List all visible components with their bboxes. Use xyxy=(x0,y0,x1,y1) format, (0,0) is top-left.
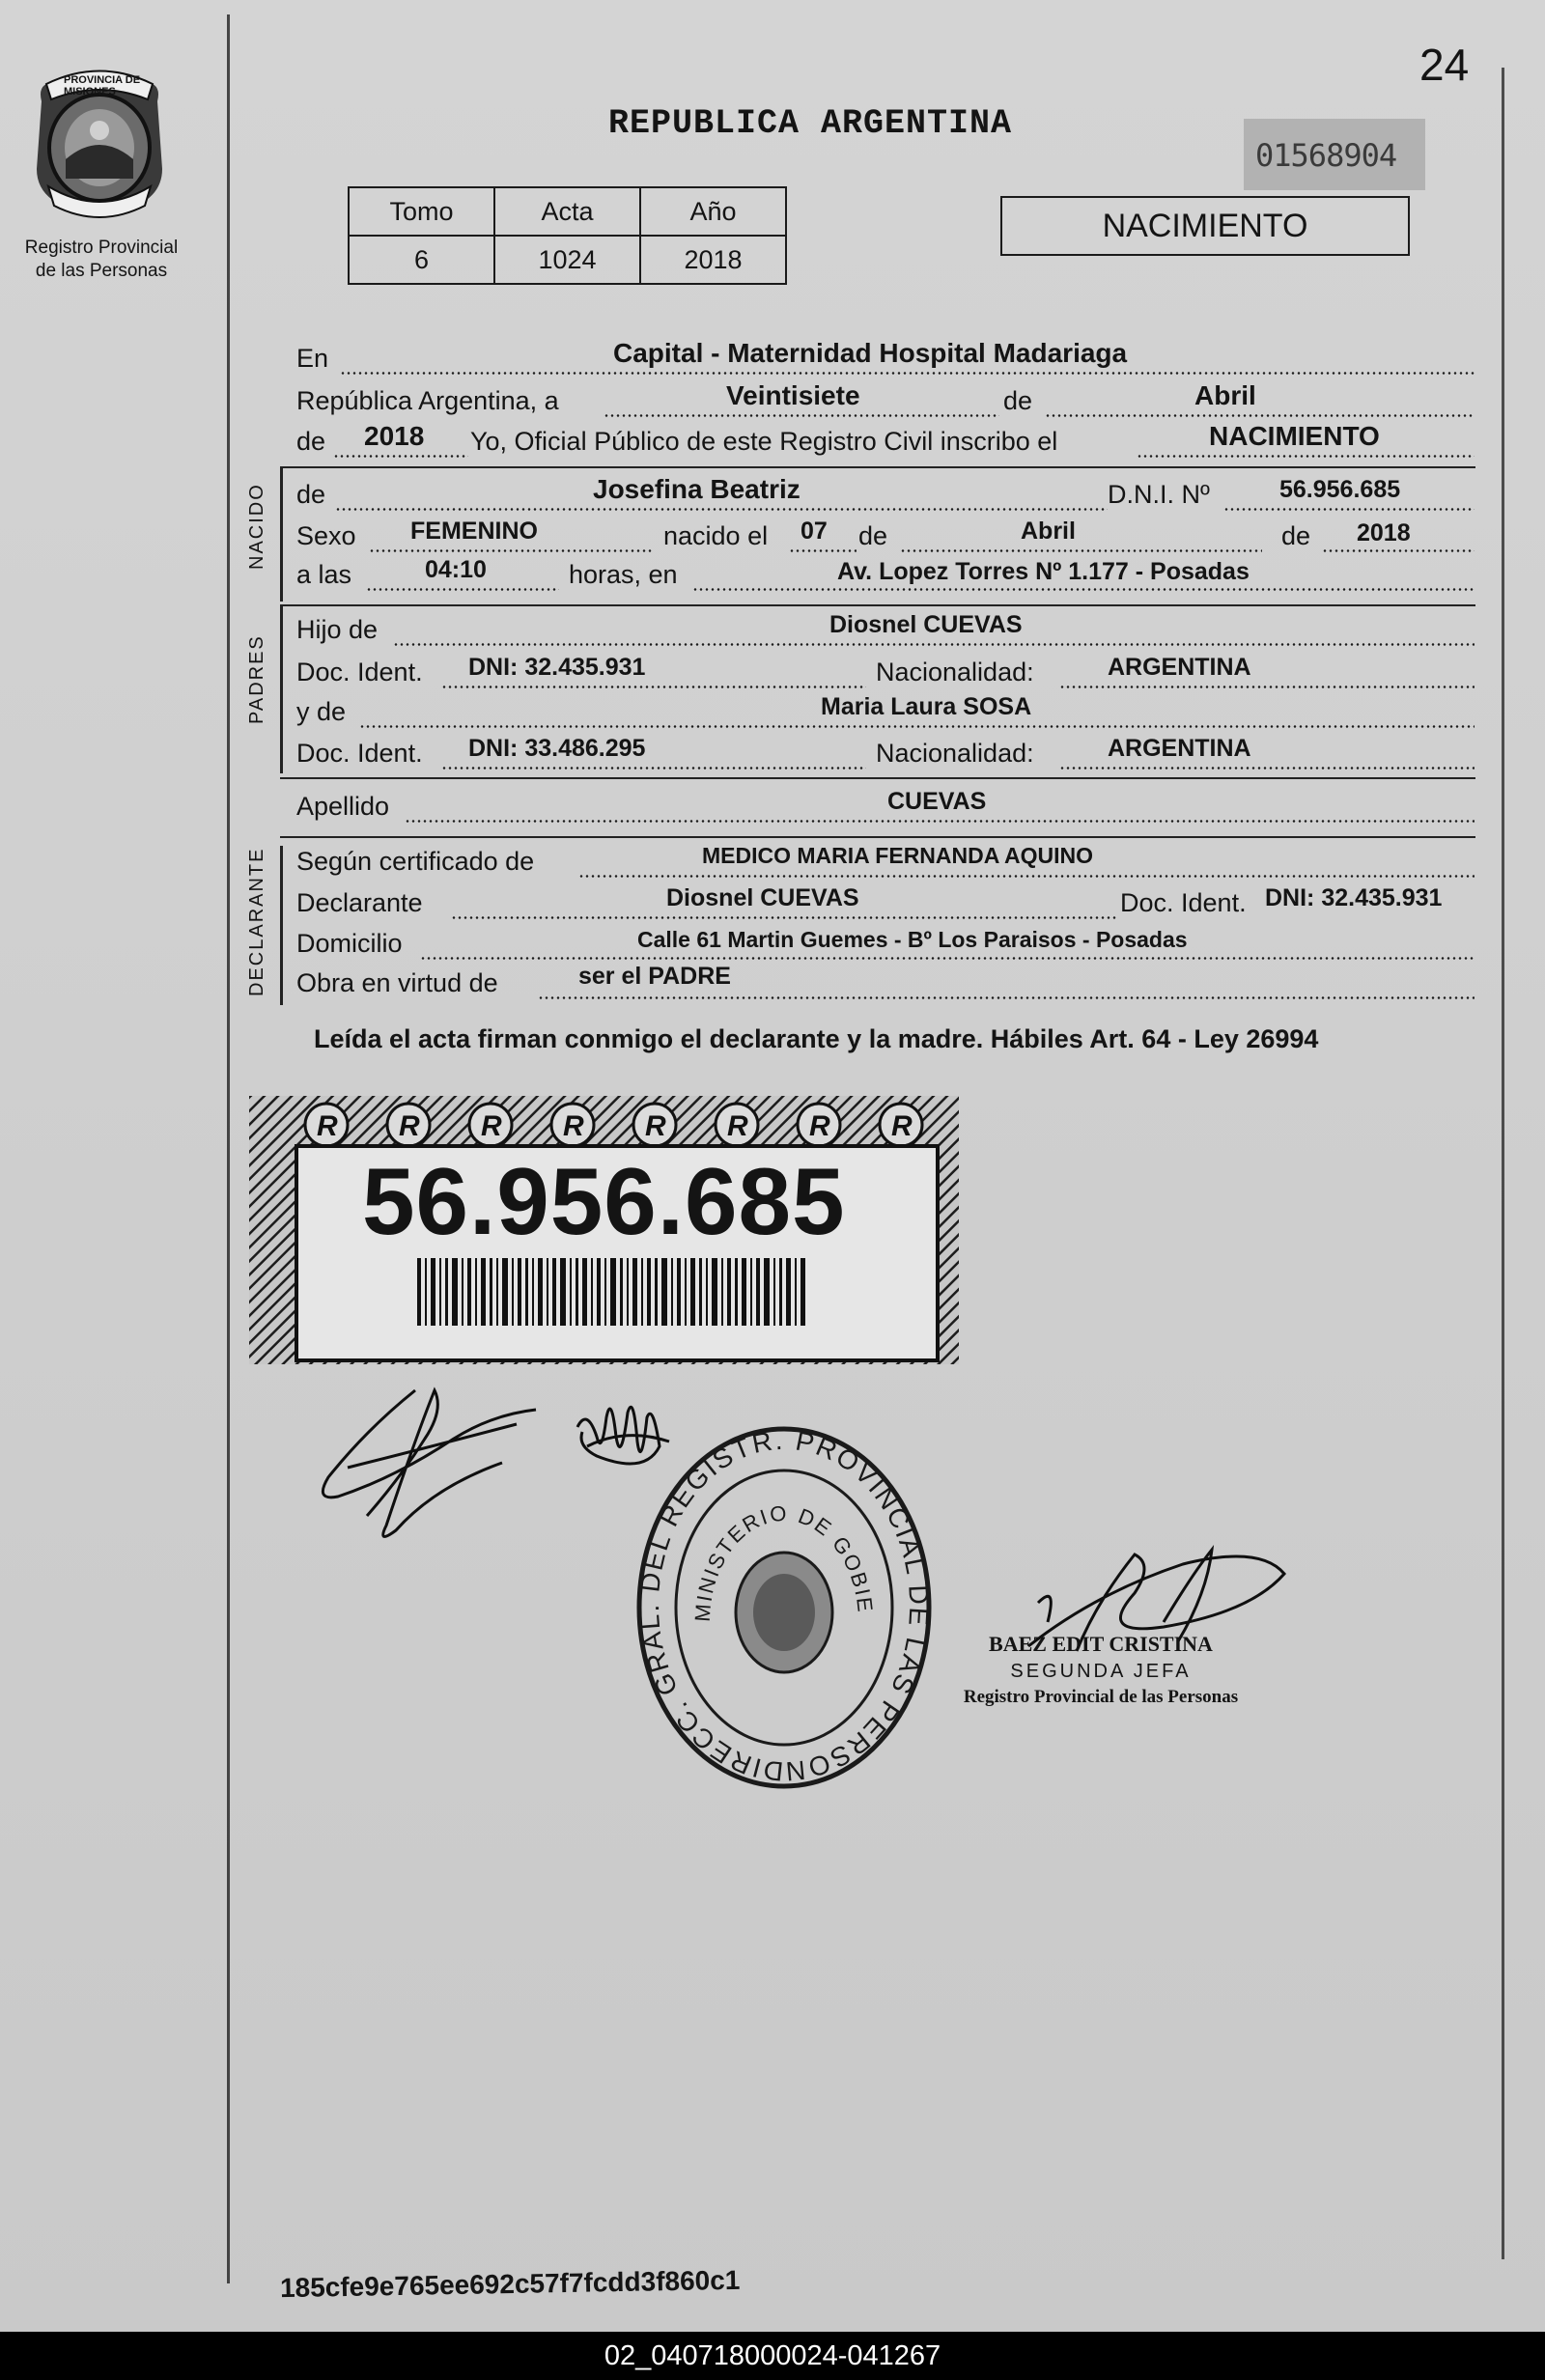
event-value: NACIMIENTO xyxy=(1209,421,1380,451)
de-label: de xyxy=(296,480,326,509)
day-words-value: Veintisiete xyxy=(726,380,860,410)
logo-text: PROVINCIA DE MISIONES xyxy=(64,74,141,98)
table-value-cell: 1024 xyxy=(494,236,640,284)
section-divider xyxy=(280,836,1475,838)
padres-section-label: PADRES xyxy=(246,634,267,724)
dotted-line xyxy=(604,414,999,417)
table-value-row xyxy=(349,236,786,284)
dotted-line xyxy=(451,916,1117,919)
nacionalidad-label: Nacionalidad: xyxy=(876,658,1034,686)
padres-row-2 xyxy=(296,654,1475,690)
dotted-line xyxy=(1045,414,1475,417)
year-value: 2018 xyxy=(364,421,425,451)
closing-statement: Leída el acta firman conmigo el declarante y la madre. Hábiles Art. 64 - Ley 26994 xyxy=(314,1024,1319,1053)
left-margin-line xyxy=(227,14,230,2283)
intro-row-3 xyxy=(296,421,1475,460)
certificado-value: MEDICO MARIA FERNANDA AQUINO xyxy=(702,843,1094,868)
svg-text:R: R xyxy=(317,1110,338,1142)
dotted-line xyxy=(1322,549,1475,552)
doc-ident-label: Doc. Ident. xyxy=(296,739,423,768)
tomo-acta-anio-table xyxy=(348,186,787,285)
place-value: Capital - Maternidad Hospital Madariaga xyxy=(613,338,1128,368)
dotted-line xyxy=(1223,508,1475,511)
document-type-box: NACIMIENTO xyxy=(1000,196,1410,256)
padres-row-1 xyxy=(296,611,1475,648)
de-year-label: de xyxy=(296,427,326,456)
page-number: 24 xyxy=(1419,40,1470,90)
nacido-section-bar xyxy=(280,466,283,602)
section-divider xyxy=(280,604,1475,606)
footer-id-bar: 02_040718000024-041267 xyxy=(0,2332,1545,2380)
dotted-line xyxy=(900,549,1262,552)
apellido-row xyxy=(296,788,1475,825)
declarante-label: Declarante xyxy=(296,888,423,917)
declarante-row-2 xyxy=(296,884,1475,921)
sexo-label: Sexo xyxy=(296,521,356,550)
logo-caption-line-1: Registro Provincial xyxy=(24,238,179,258)
dotted-line xyxy=(441,767,866,770)
mother-name-value: Maria Laura SOSA xyxy=(821,693,1032,720)
intro-row-2 xyxy=(296,380,1475,419)
document-hash: 185cfe9e765ee692c57f7fcdd3f860c1 xyxy=(279,2264,741,2304)
doc-ident-label: Doc. Ident. xyxy=(296,658,423,686)
dni-label: D.N.I. Nº xyxy=(1108,480,1210,509)
declarant-signature xyxy=(309,1371,550,1554)
nacido-section-label: NACIDO xyxy=(246,483,267,570)
declarante-value: Diosnel CUEVAS xyxy=(666,884,859,911)
barcode xyxy=(417,1258,808,1326)
right-margin-line xyxy=(1502,68,1504,2259)
declarante-row-3 xyxy=(296,929,1475,962)
mother-doc-value: DNI: 33.486.295 xyxy=(468,735,646,762)
official-role: SEGUNDA JEFA xyxy=(1010,1661,1192,1682)
father-name-value: Diosnel CUEVAS xyxy=(829,611,1023,638)
birth-year-value: 2018 xyxy=(1357,519,1411,546)
nacido-row-3 xyxy=(296,556,1475,593)
declarante-section-label: DECLARANTE xyxy=(246,847,267,996)
dotted-line xyxy=(1059,686,1475,688)
sexo-value: FEMENINO xyxy=(410,518,538,545)
svg-text:R: R xyxy=(645,1110,666,1142)
de-label: de xyxy=(1281,521,1311,550)
dotted-line xyxy=(369,549,654,552)
dotted-line xyxy=(1137,455,1475,458)
child-dni-value: 56.956.685 xyxy=(1279,476,1401,503)
obra-value: ser el PADRE xyxy=(578,963,731,990)
dotted-line xyxy=(405,820,1475,823)
nacionalidad-label: Nacionalidad: xyxy=(876,739,1034,768)
de-label: de xyxy=(1003,386,1033,415)
declarante-doc-value: DNI: 32.435.931 xyxy=(1265,884,1443,911)
document-title: REPUBLICA ARGENTINA xyxy=(608,104,1013,143)
misiones-coat-of-arms-logo xyxy=(27,63,172,227)
section-divider xyxy=(280,466,1475,468)
domicilio-label: Domicilio xyxy=(296,929,403,958)
declarante-row-4 xyxy=(296,963,1475,1001)
dotted-line xyxy=(333,455,468,458)
dotted-line xyxy=(692,588,1475,591)
birth-time-value: 04:10 xyxy=(425,556,487,583)
official-office: Registro Provincial de las Personas xyxy=(963,1687,1239,1707)
dotted-line xyxy=(359,725,1475,728)
nacido-row-2 xyxy=(296,518,1475,554)
table-header-cell: Tomo xyxy=(349,187,494,236)
certificado-label: Según certificado de xyxy=(296,847,535,876)
birth-month-value: Abril xyxy=(1021,518,1076,545)
republica-label: República Argentina, a xyxy=(296,386,559,415)
mother-nationality-value: ARGENTINA xyxy=(1108,735,1251,762)
dotted-line xyxy=(578,875,1475,878)
domicilio-value: Calle 61 Martin Guemes - Bº Los Paraisos - Posadas xyxy=(637,927,1188,952)
nacido-row-1 xyxy=(296,474,1475,513)
a-las-label: a las xyxy=(296,560,352,589)
official-stamp-block xyxy=(937,1632,1265,1708)
child-name-value: Josefina Beatriz xyxy=(593,474,801,504)
month-value: Abril xyxy=(1194,380,1256,410)
dotted-line xyxy=(789,549,857,552)
doc-ident-label: Doc. Ident. xyxy=(1120,888,1247,917)
section-divider xyxy=(280,777,1475,779)
svg-text:R: R xyxy=(481,1110,502,1142)
svg-text:R: R xyxy=(891,1110,913,1142)
padres-section-bar xyxy=(280,604,283,773)
table-header-row xyxy=(349,187,786,236)
svg-text:R: R xyxy=(809,1110,830,1142)
svg-text:R: R xyxy=(563,1110,584,1142)
seal-outer-text: DIRECC. GRAL. DEL REGISTR. PROVINCIAL DE LAS PERSON xyxy=(634,1424,935,1787)
declarante-row-1 xyxy=(296,843,1475,880)
table-value-cell: 2018 xyxy=(640,236,786,284)
father-nationality-value: ARGENTINA xyxy=(1108,654,1251,681)
dotted-line xyxy=(1059,767,1475,770)
en-label: En xyxy=(296,344,329,373)
apellido-value: CUEVAS xyxy=(887,788,987,815)
official-name: BAEZ EDIT CRISTINA xyxy=(989,1632,1213,1656)
hijo-de-label: Hijo de xyxy=(296,615,379,644)
apellido-label: Apellido xyxy=(296,792,390,821)
official-seal xyxy=(632,1419,937,1796)
dotted-line xyxy=(538,996,1475,999)
dotted-line xyxy=(366,588,559,591)
svg-text:R: R xyxy=(399,1110,420,1142)
birth-place-value: Av. Lopez Torres Nº 1.177 - Posadas xyxy=(837,558,1250,585)
table-value-cell: 6 xyxy=(349,236,494,284)
serial-number: 01568904 xyxy=(1255,137,1397,174)
obra-label: Obra en virtud de xyxy=(296,968,498,997)
logo-caption xyxy=(0,237,203,283)
de-label: de xyxy=(858,521,888,550)
nacido-el-label: nacido el xyxy=(663,521,769,550)
padres-row-4 xyxy=(296,735,1475,771)
table-header-cell: Acta xyxy=(494,187,640,236)
dotted-line xyxy=(335,508,1108,511)
birth-day-value: 07 xyxy=(801,518,828,545)
dotted-line xyxy=(420,957,1475,960)
horas-label: horas, en xyxy=(569,560,678,589)
svg-text:R: R xyxy=(727,1110,748,1142)
seal-inner-text: MINISTERIO DE GOBIE xyxy=(689,1500,878,1623)
dotted-line xyxy=(340,372,1475,375)
y-de-label: y de xyxy=(296,697,347,726)
declarante-section-bar xyxy=(280,846,283,1005)
table-header-cell: Año xyxy=(640,187,786,236)
inscribo-label: Yo, Oficial Público de este Registro Civil inscribo el xyxy=(470,427,1058,456)
dotted-line xyxy=(393,643,1475,646)
logo-caption-line-2: de las Personas xyxy=(35,261,168,281)
padres-row-3 xyxy=(296,693,1475,730)
father-doc-value: DNI: 32.435.931 xyxy=(468,654,646,681)
dotted-line xyxy=(441,686,866,688)
intro-row-1 xyxy=(296,338,1475,377)
dni-stamp-number: 56.956.685 xyxy=(362,1148,846,1254)
